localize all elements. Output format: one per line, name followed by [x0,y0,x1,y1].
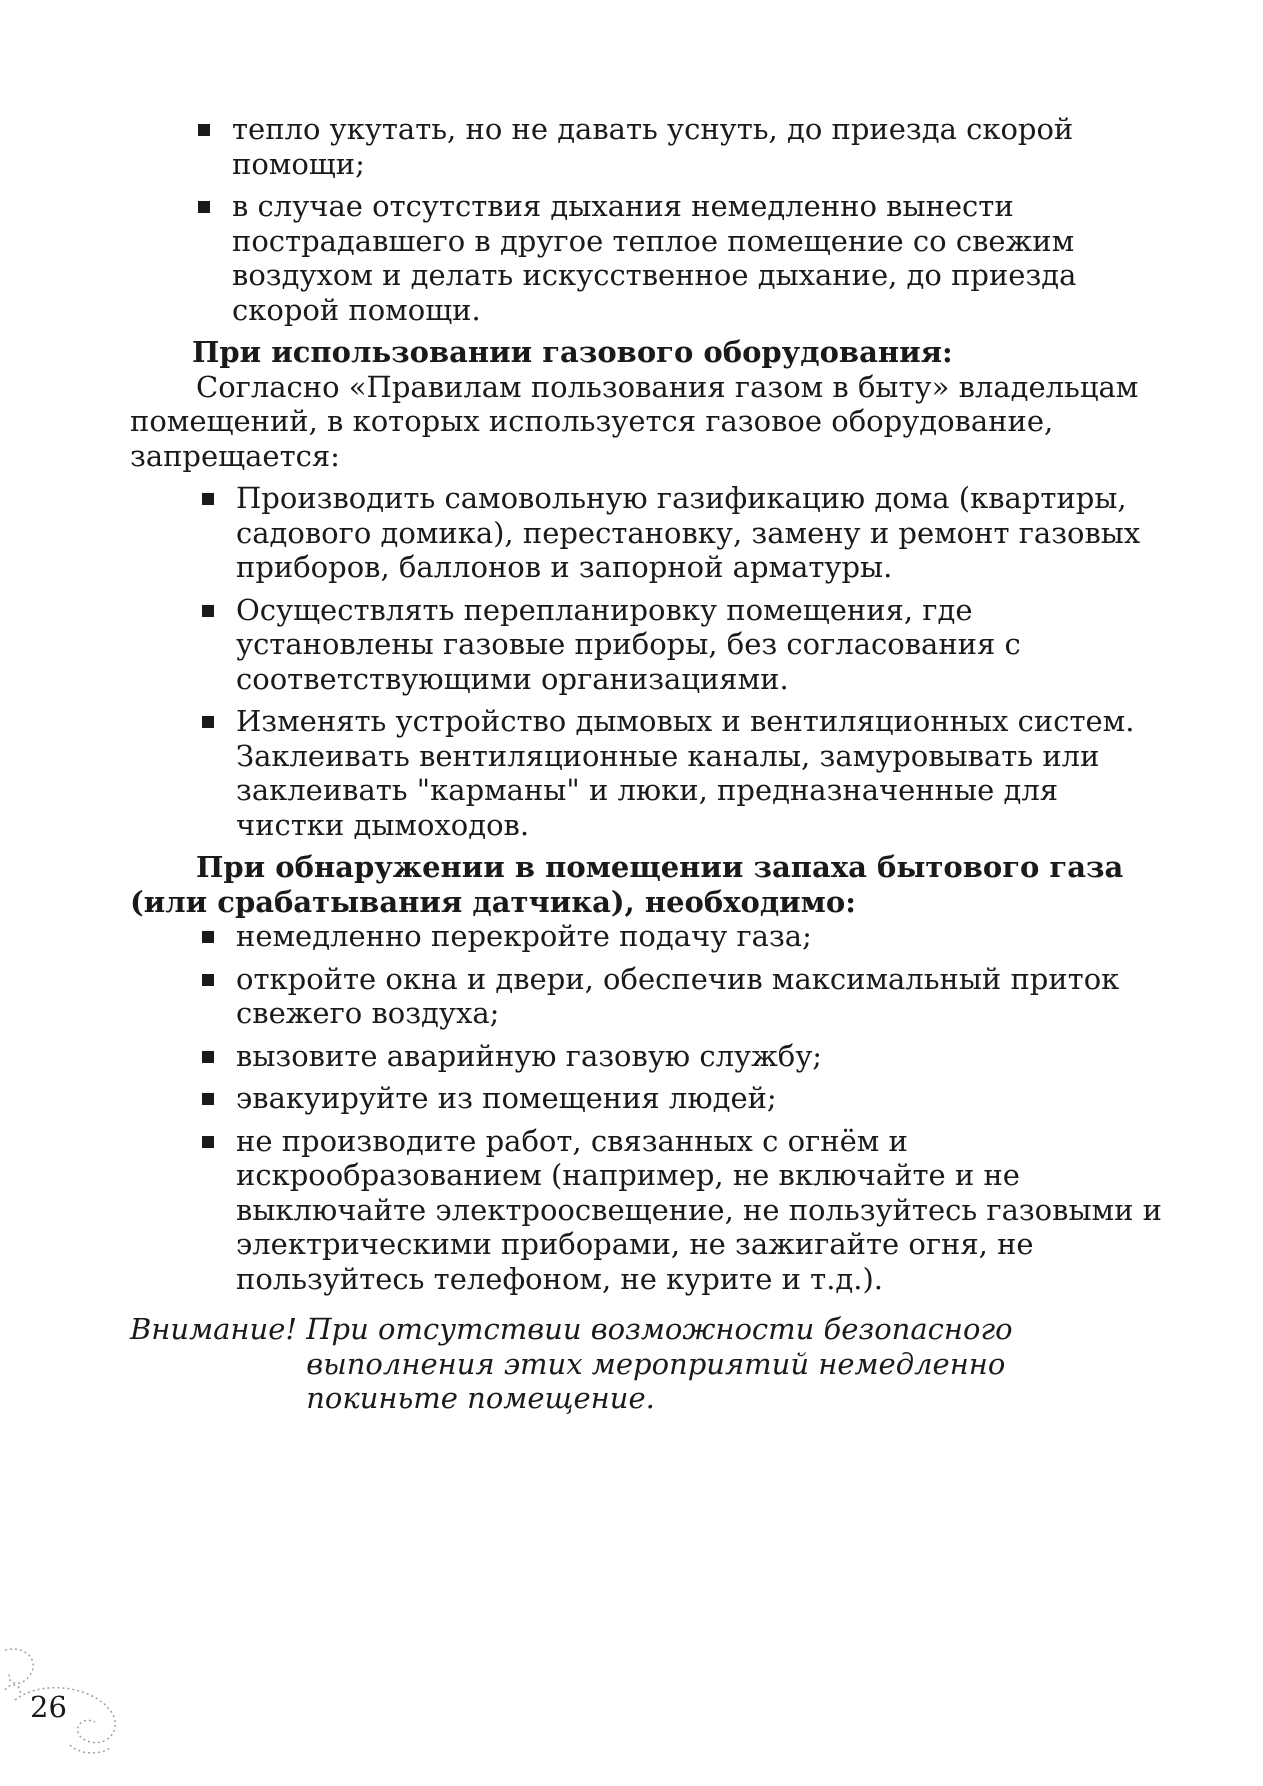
list-item-text: эвакуируйте из помещения людей; [236,1081,777,1115]
square-bullet-icon [202,605,214,617]
list-item [130,1124,1170,1297]
list-item [130,704,1170,842]
list-item-text: не производите работ, связанных с огнём и искрообразованием (например, не включайте и не выключайте электроосвещение, не пользуйтесь газовыми и электрическими приборами, не зажигайте огня, не пользуйтесь телефоном, не курите и т.д.). [236,1123,1162,1296]
list-item-text: Производить самовольную газификацию дома (квартиры, садового домика), перестановку, замену и ремонт газовых приборов, баллонов и запорной арматуры. [236,481,1141,584]
list-item [130,481,1170,585]
list-item-text: Осуществлять перепланировку помещения, где установлены газовые приборы, без согласования с соответствующими организациями. [236,592,1021,696]
warning-lead: Внимание! [130,1312,307,1346]
list-item [130,962,1170,1031]
list-item-text: тепло укутать, но не давать уснуть, до приезда скорой помощи; [232,112,1074,181]
square-bullet-icon [198,201,210,213]
list-item [130,919,1170,954]
square-bullet-icon [198,124,210,136]
square-bullet-icon [202,1093,214,1105]
gas-prohibitions-list [130,481,1170,842]
square-bullet-icon [202,1136,214,1148]
page-number: 26 [30,1690,67,1724]
list-item-text: вызовите аварийную газовую службу; [236,1038,823,1073]
list-item [130,189,1170,327]
square-bullet-icon [202,974,214,986]
page-text [130,112,1170,1416]
gas-rules-intro: Согласно «Правилам пользования газом в быту» владельцам помещений, в которых используется газовое оборудование, запрещается: [130,369,1139,473]
square-bullet-icon [202,716,214,728]
gas-smell-actions-list [130,919,1170,1296]
gas-equipment-heading: При использовании газового оборудования: [192,335,953,369]
list-item [130,1039,1170,1074]
first-aid-list [130,112,1170,327]
square-bullet-icon [202,1051,214,1063]
square-bullet-icon [202,493,214,505]
list-item-text: немедленно перекройте подачу газа; [236,919,812,953]
list-item [130,593,1170,697]
square-bullet-icon [202,931,214,943]
list-item-text: откройте окна и двери, обеспечив максимальный приток свежего воздуха; [236,961,1120,1030]
swirl-ornament-icon [0,1640,150,1760]
warning-text: При отсутствии возможности безопасного выполнения этих мероприятий немедленно покиньте помещение. [306,1312,1013,1415]
gas-smell-heading: При обнаружении в помещении запаха бытового газа (или срабатывания датчика), необходимо: [130,850,1124,919]
list-item-text: в случае отсутствия дыхания немедленно вынести пострадавшего в другое теплое помещение со свежим воздухом и делать искусственное дыхание, до приезда скорой помощи. [232,189,1077,327]
list-item-text: Изменять устройство дымовых и вентиляционных систем. Заклеивать вентиляционные каналы, замуровывать или заклеивать "карманы" и люки, предназначенные для чистки дымоходов. [236,704,1135,842]
list-item [130,112,1170,181]
warning-note [130,1312,1170,1416]
list-item [130,1081,1170,1116]
